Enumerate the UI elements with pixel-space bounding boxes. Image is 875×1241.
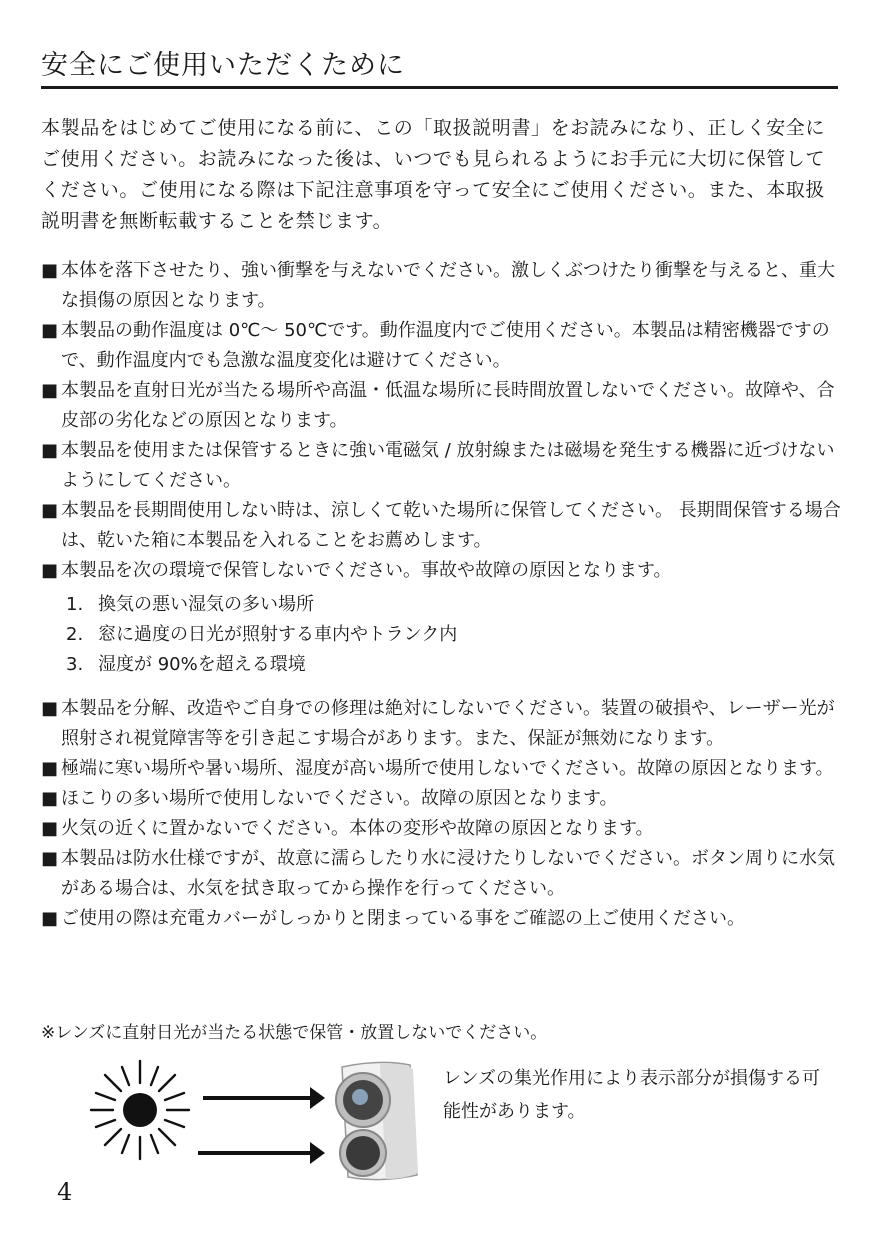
square-bullet-icon: ■ — [41, 698, 59, 719]
warning-text: 本製品を直射日光が当たる場所や高温・低温な場所に長時間放置しないでください。故障や、合皮部の劣化などの原因となります。 — [61, 380, 835, 431]
condition-text: 湿度が 90%を超える環境 — [98, 654, 306, 675]
sun-icon — [91, 1061, 189, 1159]
warning-item — [41, 376, 841, 436]
warning-text: ご使用の際は充電カバーがしっかりと閉まっている事をご確認の上ご使用ください。 — [61, 908, 745, 929]
sunlight-lens-illustration — [80, 1055, 425, 1185]
condition-number: 3. — [66, 654, 84, 675]
warning-text: 本製品を次の環境で保管しないでください。事故や故障の原因となります。 — [61, 560, 672, 581]
lens-warning-note: ※レンズに直射日光が当たる状態で保管・放置しないでください。 — [41, 1023, 548, 1043]
square-bullet-icon: ■ — [41, 500, 59, 521]
warning-text: 本製品の動作温度は 0℃～ 50℃です。動作温度内でご使用ください。本製品は精密機器ですので、動作温度内でも急激な温度変化は避けてください。 — [61, 320, 830, 371]
warning-item — [41, 844, 841, 904]
title-underline — [41, 86, 838, 89]
warning-text: 本製品を分解、改造やご自身での修理は絶対にしないでください。装置の破損や、レーザー光が照射され視覚障害等を引き起こす場合があります。また、保証が無効になります。 — [61, 698, 835, 749]
warning-item — [41, 316, 841, 376]
arrow-right-icon — [203, 1087, 325, 1109]
condition-number: 1. — [66, 594, 84, 615]
warning-text: ほこりの多い場所で使用しないでください。故障の原因となります。 — [61, 788, 618, 809]
storage-condition-item — [66, 620, 666, 650]
square-bullet-icon: ■ — [41, 908, 59, 929]
warning-list — [41, 256, 841, 586]
condition-number: 2. — [66, 624, 84, 645]
warning-item — [41, 784, 841, 814]
rangefinder-device-icon — [336, 1062, 418, 1179]
lens-damage-caption: レンズの集光作用により表示部分が損傷する可能性があります。 — [443, 1068, 821, 1122]
page-number: 4 — [57, 1178, 73, 1206]
condition-text: 換気の悪い湿気の多い場所 — [98, 594, 314, 615]
warning-item — [41, 556, 841, 586]
warning-item — [41, 754, 841, 784]
storage-condition-item — [66, 650, 666, 680]
arrow-right-icon — [198, 1142, 325, 1164]
page-title: 安全にご使用いただくために — [41, 50, 405, 81]
warning-text: 本体を落下させたり、強い衝撃を与えないでください。激しくぶつけたり衝撃を与えると、重大な損傷の原因となります。 — [61, 260, 835, 311]
warning-item — [41, 496, 841, 556]
storage-conditions-list — [66, 590, 666, 680]
warning-list-2 — [41, 694, 841, 934]
warning-text: 本製品は防水仕様ですが、故意に濡らしたり水に浸けたりしないでください。ボタン周りに水気がある場合は、水気を拭き取ってから操作を行ってください。 — [61, 848, 835, 899]
square-bullet-icon: ■ — [41, 320, 59, 341]
storage-condition-item — [66, 590, 666, 620]
condition-text: 窓に過度の日光が照射する車内やトランク内 — [98, 624, 458, 645]
intro-paragraph: 本製品をはじめてご使用になる前に、この「取扱説明書」をお読みになり、正しく安全にご使用ください。お読みになった後は、いつでも見られるようにお手元に大切に保管してください。ご使用になる際は下記注意事項を守って安全にご使用ください。また、本取扱説明書を無断転載することを禁じます。 — [41, 117, 826, 232]
square-bullet-icon: ■ — [41, 440, 59, 461]
warning-item — [41, 694, 841, 754]
warning-item — [41, 436, 841, 496]
warning-text: 火気の近くに置かないでください。本体の変形や故障の原因となります。 — [61, 818, 654, 839]
square-bullet-icon: ■ — [41, 380, 59, 401]
square-bullet-icon: ■ — [41, 788, 59, 809]
square-bullet-icon: ■ — [41, 818, 59, 839]
warning-item — [41, 256, 841, 316]
warning-text: 本製品を使用または保管するときに強い電磁気 / 放射線または磁場を発生する機器に近づけないようにしてください。 — [61, 440, 835, 491]
square-bullet-icon: ■ — [41, 758, 59, 779]
square-bullet-icon: ■ — [41, 560, 59, 581]
square-bullet-icon: ■ — [41, 260, 59, 281]
square-bullet-icon: ■ — [41, 848, 59, 869]
warning-text: 本製品を長期間使用しない時は、涼しくて乾いた場所に保管してください。 長期間保管する場合は、乾いた箱に本製品を入れることをお薦めします。 — [61, 500, 841, 551]
warning-item — [41, 814, 841, 844]
warning-item — [41, 904, 841, 934]
warning-text: 極端に寒い場所や暑い場所、湿度が高い場所で使用しないでください。故障の原因となります。 — [61, 758, 834, 779]
